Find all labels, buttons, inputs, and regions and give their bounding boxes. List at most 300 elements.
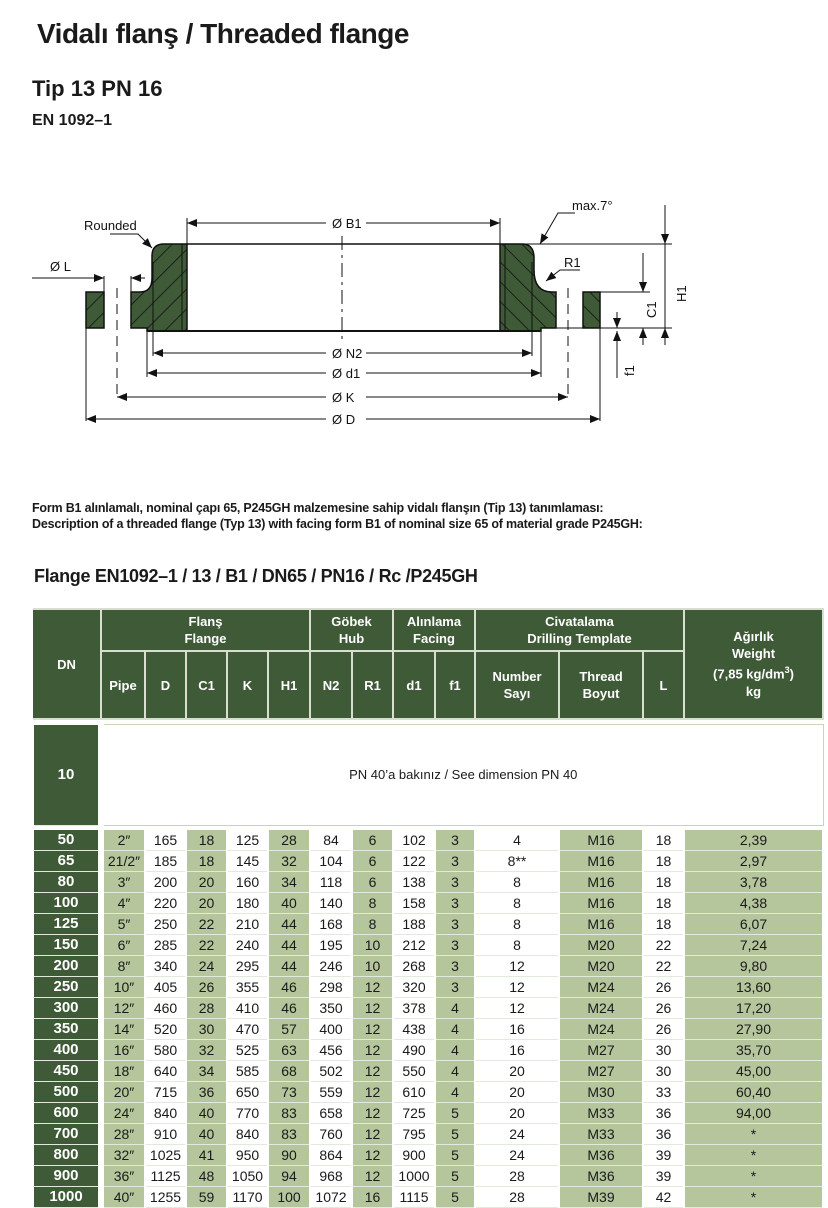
bolt-number-cell: 16 bbox=[475, 1040, 559, 1061]
K-cell: 160 bbox=[227, 872, 268, 893]
K-cell: 840 bbox=[227, 1124, 268, 1145]
L-cell: 18 bbox=[643, 830, 684, 851]
L-cell: 36 bbox=[643, 1103, 684, 1124]
header-text: Göbek bbox=[331, 614, 372, 629]
f1-cell: 3 bbox=[435, 956, 475, 977]
N2-cell: 298 bbox=[310, 977, 352, 998]
N2-cell: 168 bbox=[310, 914, 352, 935]
weight-cell: 27,90 bbox=[684, 1019, 823, 1040]
thread-cell: M24 bbox=[559, 998, 643, 1019]
N2-cell: 104 bbox=[310, 851, 352, 872]
L-cell: 26 bbox=[643, 977, 684, 998]
H1-cell: 44 bbox=[268, 914, 310, 935]
dn-cell: 300 bbox=[33, 998, 101, 1019]
right-flange-section bbox=[500, 244, 600, 356]
H1-cell: 83 bbox=[268, 1124, 310, 1145]
thread-cell: M30 bbox=[559, 1082, 643, 1103]
L-cell: 39 bbox=[643, 1145, 684, 1166]
C1-cell: 20 bbox=[186, 872, 227, 893]
flange-cross-section-drawing bbox=[0, 180, 828, 440]
bolt-number-cell: 20 bbox=[475, 1082, 559, 1103]
pipe-cell: 12″ bbox=[101, 998, 145, 1019]
header-R1: R1 bbox=[352, 651, 393, 719]
label-d1: Ø d1 bbox=[332, 366, 361, 381]
dn-cell: 600 bbox=[33, 1103, 101, 1124]
C1-cell: 41 bbox=[186, 1145, 227, 1166]
header-H1: H1 bbox=[268, 651, 310, 719]
pipe-cell: 36″ bbox=[101, 1166, 145, 1187]
L-cell: 18 bbox=[643, 893, 684, 914]
weight-cell: * bbox=[684, 1124, 823, 1145]
L-cell: 22 bbox=[643, 956, 684, 977]
D-cell: 220 bbox=[145, 893, 186, 914]
bolt-number-cell: 20 bbox=[475, 1061, 559, 1082]
H1-cell: 68 bbox=[268, 1061, 310, 1082]
weight-cell: 3,78 bbox=[684, 872, 823, 893]
dimension-table bbox=[32, 608, 824, 1208]
H1-cell: 46 bbox=[268, 998, 310, 1019]
H1-cell: 44 bbox=[268, 935, 310, 956]
N2-cell: 118 bbox=[310, 872, 352, 893]
header-d1: d1 bbox=[393, 651, 435, 719]
d1-cell: 1000 bbox=[393, 1166, 435, 1187]
C1-cell: 48 bbox=[186, 1166, 227, 1187]
designation-example: Flange EN1092–1 / 13 / B1 / DN65 / PN16 / Rc /P245GH bbox=[34, 566, 478, 586]
dn-cell: 125 bbox=[33, 914, 101, 935]
f1-cell: 3 bbox=[435, 977, 475, 998]
weight-cell: * bbox=[684, 1145, 823, 1166]
header-L: L bbox=[643, 651, 684, 719]
d1-cell: 122 bbox=[393, 851, 435, 872]
N2-cell: 246 bbox=[310, 956, 352, 977]
f1-cell: 4 bbox=[435, 1082, 475, 1103]
C1-cell: 34 bbox=[186, 1061, 227, 1082]
thread-cell: M36 bbox=[559, 1145, 643, 1166]
header-K: K bbox=[227, 651, 268, 719]
f1-cell: 3 bbox=[435, 872, 475, 893]
weight-cell: 2,39 bbox=[684, 830, 823, 851]
dn-cell: 65 bbox=[33, 851, 101, 872]
C1-cell: 24 bbox=[186, 956, 227, 977]
bolt-number-cell: 8** bbox=[475, 851, 559, 872]
header-text: Thread bbox=[579, 669, 623, 684]
K-cell: 1050 bbox=[227, 1166, 268, 1187]
K-cell: 180 bbox=[227, 893, 268, 914]
weight-cell: 45,00 bbox=[684, 1061, 823, 1082]
L-cell: 26 bbox=[643, 998, 684, 1019]
table-row bbox=[33, 977, 823, 998]
thread-cell: M16 bbox=[559, 914, 643, 935]
description-en: Description of a threaded flange (Typ 13) with facing form B1 of nominal size 65 of material grade P245GH: bbox=[32, 517, 643, 531]
N2-cell: 559 bbox=[310, 1082, 352, 1103]
header-text: 3 bbox=[784, 665, 790, 676]
d1-cell: 725 bbox=[393, 1103, 435, 1124]
pipe-cell: 5″ bbox=[101, 914, 145, 935]
H1-cell: 34 bbox=[268, 872, 310, 893]
label-B1: Ø B1 bbox=[332, 216, 362, 231]
header-dn: DN bbox=[33, 609, 101, 719]
pipe-cell: 2″ bbox=[101, 830, 145, 851]
dn-cell: 800 bbox=[33, 1145, 101, 1166]
thread-cell: M24 bbox=[559, 977, 643, 998]
f1-cell: 5 bbox=[435, 1187, 475, 1208]
R1-cell: 12 bbox=[352, 977, 393, 998]
K-cell: 355 bbox=[227, 977, 268, 998]
f1-cell: 4 bbox=[435, 998, 475, 1019]
header-text: Hub bbox=[338, 631, 365, 646]
f1-cell: 3 bbox=[435, 830, 475, 851]
f1-cell: 5 bbox=[435, 1166, 475, 1187]
thread-cell: M24 bbox=[559, 1019, 643, 1040]
note-row bbox=[33, 725, 823, 826]
H1-cell: 28 bbox=[268, 830, 310, 851]
d1-cell: 102 bbox=[393, 830, 435, 851]
L-cell: 30 bbox=[643, 1061, 684, 1082]
table-row bbox=[33, 830, 823, 851]
R1-cell: 12 bbox=[352, 1145, 393, 1166]
d1-cell: 900 bbox=[393, 1145, 435, 1166]
pipe-cell: 18″ bbox=[101, 1061, 145, 1082]
f1-cell: 5 bbox=[435, 1103, 475, 1124]
thread-cell: M33 bbox=[559, 1103, 643, 1124]
label-f1: f1 bbox=[622, 365, 637, 376]
R1-cell: 10 bbox=[352, 935, 393, 956]
thread-cell: M27 bbox=[559, 1061, 643, 1082]
C1-cell: 32 bbox=[186, 1040, 227, 1061]
R1-cell: 6 bbox=[352, 830, 393, 851]
pipe-cell: 28″ bbox=[101, 1124, 145, 1145]
header-text: ) bbox=[789, 666, 794, 682]
D-cell: 520 bbox=[145, 1019, 186, 1040]
bolt-number-cell: 16 bbox=[475, 1019, 559, 1040]
K-cell: 950 bbox=[227, 1145, 268, 1166]
K-cell: 125 bbox=[227, 830, 268, 851]
C1-cell: 20 bbox=[186, 893, 227, 914]
label-D: Ø D bbox=[332, 412, 356, 427]
f1-cell: 4 bbox=[435, 1061, 475, 1082]
thread-cell: M36 bbox=[559, 1166, 643, 1187]
header-text: Facing bbox=[413, 631, 455, 646]
header-group-facing bbox=[393, 609, 475, 651]
L-cell: 36 bbox=[643, 1124, 684, 1145]
dn-cell: 1000 bbox=[33, 1187, 101, 1208]
K-cell: 210 bbox=[227, 914, 268, 935]
f1-cell: 3 bbox=[435, 935, 475, 956]
table-row bbox=[33, 935, 823, 956]
dimension-lines bbox=[32, 205, 665, 419]
N2-cell: 140 bbox=[310, 893, 352, 914]
dn-cell: 250 bbox=[33, 977, 101, 998]
header-f1: f1 bbox=[435, 651, 475, 719]
f1-cell: 5 bbox=[435, 1124, 475, 1145]
pipe-cell: 32″ bbox=[101, 1145, 145, 1166]
thread-cell: M16 bbox=[559, 872, 643, 893]
C1-cell: 18 bbox=[186, 851, 227, 872]
D-cell: 1025 bbox=[145, 1145, 186, 1166]
C1-cell: 28 bbox=[186, 998, 227, 1019]
dn-cell: 350 bbox=[33, 1019, 101, 1040]
dn-cell: 200 bbox=[33, 956, 101, 977]
d1-cell: 490 bbox=[393, 1040, 435, 1061]
standard-label: EN 1092–1 bbox=[32, 112, 113, 129]
f1-cell: 3 bbox=[435, 893, 475, 914]
N2-cell: 400 bbox=[310, 1019, 352, 1040]
thread-cell: M33 bbox=[559, 1124, 643, 1145]
C1-cell: 26 bbox=[186, 977, 227, 998]
H1-cell: 46 bbox=[268, 977, 310, 998]
R1-cell: 12 bbox=[352, 1082, 393, 1103]
bolt-number-cell: 12 bbox=[475, 956, 559, 977]
D-cell: 165 bbox=[145, 830, 186, 851]
pipe-cell: 6″ bbox=[101, 935, 145, 956]
D-cell: 405 bbox=[145, 977, 186, 998]
weight-cell: 2,97 bbox=[684, 851, 823, 872]
H1-cell: 83 bbox=[268, 1103, 310, 1124]
header-text: kg bbox=[745, 683, 762, 699]
page-title: Vidalı flanş / Threaded flange bbox=[37, 18, 409, 49]
K-cell: 585 bbox=[227, 1061, 268, 1082]
header-text: Flange bbox=[184, 631, 227, 646]
thread-cell: M20 bbox=[559, 956, 643, 977]
pipe-cell: 10″ bbox=[101, 977, 145, 998]
dn-cell: 700 bbox=[33, 1124, 101, 1145]
table-row bbox=[33, 872, 823, 893]
header-group-drilling bbox=[475, 609, 684, 651]
f1-cell: 4 bbox=[435, 1019, 475, 1040]
pipe-cell: 21/2″ bbox=[101, 851, 145, 872]
bolt-number-cell: 8 bbox=[475, 872, 559, 893]
weight-cell: * bbox=[684, 1187, 823, 1208]
bolt-number-cell: 28 bbox=[475, 1187, 559, 1208]
d1-cell: 320 bbox=[393, 977, 435, 998]
R1-cell: 16 bbox=[352, 1187, 393, 1208]
f1-cell: 3 bbox=[435, 914, 475, 935]
bolt-number-cell: 24 bbox=[475, 1145, 559, 1166]
dn-cell: 450 bbox=[33, 1061, 101, 1082]
R1-cell: 12 bbox=[352, 1040, 393, 1061]
pipe-cell: 24″ bbox=[101, 1103, 145, 1124]
H1-cell: 100 bbox=[268, 1187, 310, 1208]
table-row bbox=[33, 1124, 823, 1145]
C1-cell: 59 bbox=[186, 1187, 227, 1208]
K-cell: 240 bbox=[227, 935, 268, 956]
d1-cell: 610 bbox=[393, 1082, 435, 1103]
bolt-number-cell: 20 bbox=[475, 1103, 559, 1124]
H1-cell: 44 bbox=[268, 956, 310, 977]
d1-cell: 212 bbox=[393, 935, 435, 956]
header-text: (7,85 kg/dm bbox=[713, 666, 785, 682]
K-cell: 145 bbox=[227, 851, 268, 872]
N2-cell: 864 bbox=[310, 1145, 352, 1166]
bolt-number-cell: 8 bbox=[475, 914, 559, 935]
N2-cell: 84 bbox=[310, 830, 352, 851]
H1-cell: 90 bbox=[268, 1145, 310, 1166]
table-row bbox=[33, 914, 823, 935]
R1-cell: 6 bbox=[352, 872, 393, 893]
thread-cell: M16 bbox=[559, 851, 643, 872]
K-cell: 295 bbox=[227, 956, 268, 977]
H1-cell: 40 bbox=[268, 893, 310, 914]
K-cell: 525 bbox=[227, 1040, 268, 1061]
table-row bbox=[33, 1103, 823, 1124]
dn-cell: 100 bbox=[33, 893, 101, 914]
D-cell: 1125 bbox=[145, 1166, 186, 1187]
bolt-number-cell: 8 bbox=[475, 935, 559, 956]
L-cell: 18 bbox=[643, 851, 684, 872]
dn-cell: 50 bbox=[33, 830, 101, 851]
D-cell: 1255 bbox=[145, 1187, 186, 1208]
weight-cell: 9,80 bbox=[684, 956, 823, 977]
d1-cell: 188 bbox=[393, 914, 435, 935]
L-cell: 18 bbox=[643, 914, 684, 935]
N2-cell: 658 bbox=[310, 1103, 352, 1124]
header-text: Drilling Template bbox=[527, 631, 632, 646]
description bbox=[32, 500, 643, 532]
C1-cell: 30 bbox=[186, 1019, 227, 1040]
thread-cell: M27 bbox=[559, 1040, 643, 1061]
header-number bbox=[475, 651, 559, 719]
bolt-number-cell: 28 bbox=[475, 1166, 559, 1187]
header-weight bbox=[684, 609, 823, 719]
header-text: Sayı bbox=[503, 686, 531, 701]
dn-cell: 150 bbox=[33, 935, 101, 956]
R1-cell: 10 bbox=[352, 956, 393, 977]
R1-cell: 8 bbox=[352, 914, 393, 935]
weight-cell: 17,20 bbox=[684, 998, 823, 1019]
header-group-hub bbox=[310, 609, 393, 651]
R1-cell: 12 bbox=[352, 1124, 393, 1145]
pipe-cell: 40″ bbox=[101, 1187, 145, 1208]
thread-cell: M39 bbox=[559, 1187, 643, 1208]
bolt-number-cell: 24 bbox=[475, 1124, 559, 1145]
label-R1: R1 bbox=[564, 255, 581, 270]
bolt-number-cell: 4 bbox=[475, 830, 559, 851]
thread-cell: M20 bbox=[559, 935, 643, 956]
d1-cell: 438 bbox=[393, 1019, 435, 1040]
pipe-cell: 16″ bbox=[101, 1040, 145, 1061]
C1-cell: 18 bbox=[186, 830, 227, 851]
bolt-number-cell: 12 bbox=[475, 977, 559, 998]
table-row bbox=[33, 1166, 823, 1187]
header-text: Civatalama bbox=[545, 614, 614, 629]
C1-cell: 40 bbox=[186, 1103, 227, 1124]
pipe-cell: 14″ bbox=[101, 1019, 145, 1040]
d1-cell: 795 bbox=[393, 1124, 435, 1145]
header-text: Flanş bbox=[188, 614, 223, 629]
D-cell: 340 bbox=[145, 956, 186, 977]
H1-cell: 94 bbox=[268, 1166, 310, 1187]
H1-cell: 32 bbox=[268, 851, 310, 872]
table-row bbox=[33, 1061, 823, 1082]
H1-cell: 63 bbox=[268, 1040, 310, 1061]
table-row bbox=[33, 1040, 823, 1061]
header-text: Boyut bbox=[582, 686, 620, 701]
label-rounded: Rounded bbox=[84, 218, 137, 233]
weight-cell: * bbox=[684, 1166, 823, 1187]
weight-cell: 94,00 bbox=[684, 1103, 823, 1124]
f1-cell: 3 bbox=[435, 851, 475, 872]
dn-cell: 900 bbox=[33, 1166, 101, 1187]
d1-cell: 1115 bbox=[393, 1187, 435, 1208]
L-cell: 42 bbox=[643, 1187, 684, 1208]
R1-cell: 12 bbox=[352, 1019, 393, 1040]
C1-cell: 36 bbox=[186, 1082, 227, 1103]
header-pipe: Pipe bbox=[101, 651, 145, 719]
header-C1: C1 bbox=[186, 651, 227, 719]
header-thread bbox=[559, 651, 643, 719]
C1-cell: 40 bbox=[186, 1124, 227, 1145]
K-cell: 410 bbox=[227, 998, 268, 1019]
header-text: Number bbox=[492, 669, 542, 684]
D-cell: 460 bbox=[145, 998, 186, 1019]
D-cell: 840 bbox=[145, 1103, 186, 1124]
label-C1: C1 bbox=[644, 301, 659, 318]
table-row bbox=[33, 851, 823, 872]
weight-cell: 13,60 bbox=[684, 977, 823, 998]
dn-cell: 400 bbox=[33, 1040, 101, 1061]
pipe-cell: 3″ bbox=[101, 872, 145, 893]
header-D: D bbox=[145, 651, 186, 719]
D-cell: 185 bbox=[145, 851, 186, 872]
D-cell: 910 bbox=[145, 1124, 186, 1145]
table-row bbox=[33, 1187, 823, 1208]
N2-cell: 456 bbox=[310, 1040, 352, 1061]
weight-cell: 35,70 bbox=[684, 1040, 823, 1061]
pipe-cell: 8″ bbox=[101, 956, 145, 977]
N2-cell: 1072 bbox=[310, 1187, 352, 1208]
weight-cell: 60,40 bbox=[684, 1082, 823, 1103]
C1-cell: 22 bbox=[186, 914, 227, 935]
D-cell: 250 bbox=[145, 914, 186, 935]
L-cell: 33 bbox=[643, 1082, 684, 1103]
label-N2: Ø N2 bbox=[332, 346, 363, 361]
label-H1: H1 bbox=[674, 285, 689, 302]
header-group-flange bbox=[101, 609, 310, 651]
D-cell: 640 bbox=[145, 1061, 186, 1082]
D-cell: 285 bbox=[145, 935, 186, 956]
table-row bbox=[33, 1082, 823, 1103]
N2-cell: 502 bbox=[310, 1061, 352, 1082]
table-row bbox=[33, 1145, 823, 1166]
D-cell: 580 bbox=[145, 1040, 186, 1061]
L-cell: 18 bbox=[643, 872, 684, 893]
N2-cell: 760 bbox=[310, 1124, 352, 1145]
label-max-angle: max.7° bbox=[572, 198, 613, 213]
N2-cell: 968 bbox=[310, 1166, 352, 1187]
f1-cell: 5 bbox=[435, 1145, 475, 1166]
f1-cell: 4 bbox=[435, 1040, 475, 1061]
L-cell: 26 bbox=[643, 1019, 684, 1040]
pipe-cell: 4″ bbox=[101, 893, 145, 914]
d1-cell: 378 bbox=[393, 998, 435, 1019]
L-cell: 30 bbox=[643, 1040, 684, 1061]
bolt-number-cell: 12 bbox=[475, 998, 559, 1019]
R1-cell: 12 bbox=[352, 1061, 393, 1082]
thread-cell: M16 bbox=[559, 893, 643, 914]
K-cell: 770 bbox=[227, 1103, 268, 1124]
K-cell: 470 bbox=[227, 1019, 268, 1040]
D-cell: 200 bbox=[145, 872, 186, 893]
header-text: Ağırlık bbox=[733, 629, 774, 645]
description-tr: Form B1 alınlamalı, nominal çapı 65, P245GH malzemesine sahip vidalı flanşın (Tip 13) tanımlaması: bbox=[32, 501, 604, 515]
dn-cell: 500 bbox=[33, 1082, 101, 1103]
N2-cell: 350 bbox=[310, 998, 352, 1019]
d1-cell: 138 bbox=[393, 872, 435, 893]
R1-cell: 12 bbox=[352, 998, 393, 1019]
R1-cell: 12 bbox=[352, 1166, 393, 1187]
label-K: Ø K bbox=[332, 390, 355, 405]
N2-cell: 195 bbox=[310, 935, 352, 956]
